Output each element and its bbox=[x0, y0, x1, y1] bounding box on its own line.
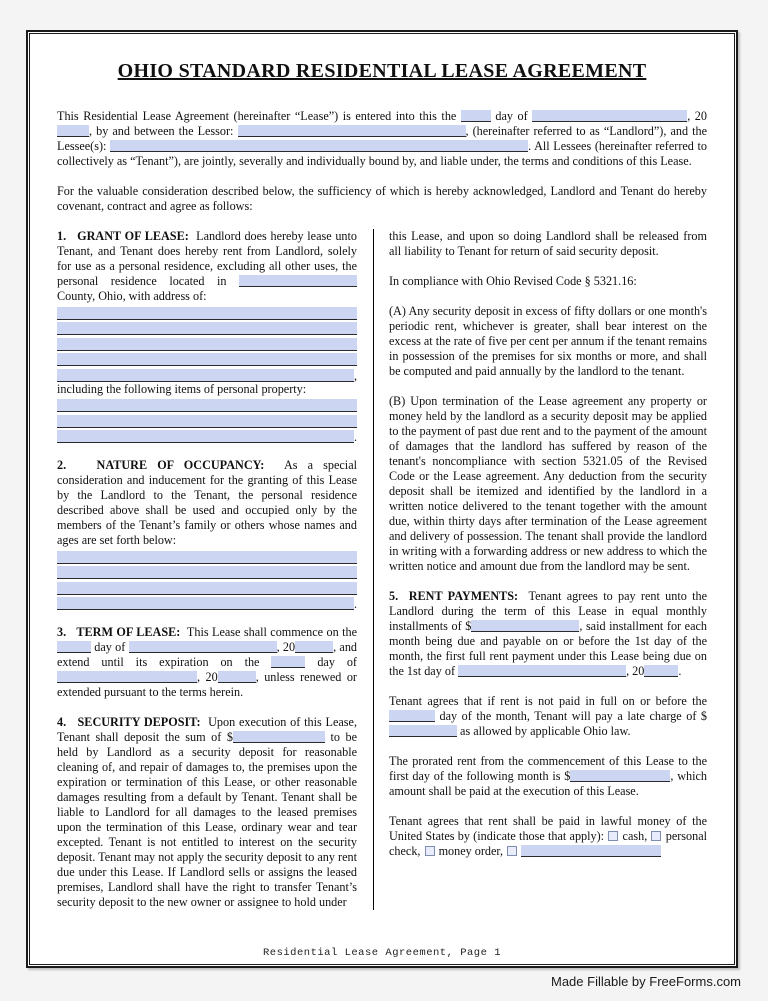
blank-line-row bbox=[57, 366, 357, 382]
expiration-day-field[interactable] bbox=[271, 656, 305, 668]
section-heading: 5. RENT PAYMENTS: bbox=[389, 589, 519, 603]
section-heading: 3. TERM OF LEASE: bbox=[57, 625, 181, 639]
monthly-installment-field[interactable] bbox=[471, 620, 579, 632]
blank-line-row bbox=[57, 397, 357, 413]
payment-method-paragraph: Tenant agrees that rent shall be paid in lawful money of the United States by (indicate those that apply): cash, personal check, money order, bbox=[389, 814, 708, 858]
section-heading: 1. GRANT OF LEASE: bbox=[57, 229, 189, 243]
security-deposit-amount-field[interactable] bbox=[233, 731, 325, 743]
commence-month-field[interactable] bbox=[129, 641, 277, 653]
blank-line-row bbox=[57, 351, 357, 367]
commence-year-field[interactable] bbox=[295, 641, 333, 653]
section-heading: 2. NATURE OF OCCUPANCY: bbox=[57, 458, 265, 472]
day-field[interactable] bbox=[461, 110, 491, 122]
line-end-punctuation: . bbox=[353, 597, 357, 611]
column-divider bbox=[373, 229, 374, 910]
right-column bbox=[389, 229, 707, 910]
line-end-punctuation: . bbox=[353, 430, 357, 444]
section-4-security-deposit: 4. SECURITY DEPOSIT: Upon execution of this Lease, Tenant shall deposit the sum of $ to be held by Landlord as a security deposit for reasonable cleaning of, and repair of damages to, the premises upon the expiration or termination of this Lease, or other reasonable damages resulting from a default by Tenant. Tenant shall be liable to Landlord for all damages to the leased premises upon the termination of this Lease, ordinary wear and tear excepted. Tenant is not entitled to interest on the security deposit. Tenant may not apply the security deposit to any rent due under this Lease. If Landlord sells or assigns the leased premises, Landlord shall have the right to transfer Tenant’s security deposit to the new owner or assignee to hold under bbox=[57, 715, 357, 909]
month-field[interactable] bbox=[532, 110, 687, 122]
expiration-year-field[interactable] bbox=[218, 671, 256, 683]
compliance-paragraph: In compliance with Ohio Revised Code § 5321.16: bbox=[389, 274, 637, 288]
address-line-field[interactable] bbox=[57, 307, 357, 320]
clause-a-paragraph: (A) Any security deposit in excess of fifty dollars or one month's periodic rent, whichever is greater, shall bear interest on the excess at the rate of five per cent per annum if the tenant remains in possession of the premises for six months or more, and shall be computed and paid annually by the landlord to the tenant. bbox=[389, 304, 707, 378]
security-deposit-continuation: this Lease, and upon so doing Landlord shall be released from all liability to Tenant for return of said security deposit. bbox=[389, 229, 707, 258]
personal-property-label: including the following items of personal property: bbox=[57, 381, 307, 396]
first-payment-year-field[interactable] bbox=[644, 665, 678, 677]
address-line-field[interactable] bbox=[57, 338, 357, 351]
occupant-lines bbox=[57, 548, 357, 610]
blank-line-row bbox=[57, 595, 357, 611]
address-line-field[interactable] bbox=[57, 353, 357, 366]
occupant-name-age-field[interactable] bbox=[57, 566, 357, 579]
late-day-field[interactable] bbox=[389, 710, 435, 722]
blank-line-row bbox=[57, 564, 357, 580]
address-line-field[interactable] bbox=[57, 322, 357, 335]
consideration-paragraph: For the valuable consideration described below, the sufficiency of which is hereby acknowledged, Landlord and Tenant do hereby covenant, contract and agree as follows: bbox=[57, 184, 707, 213]
intro-paragraph: This Residential Lease Agreement (hereinafter “Lease”) is entered into this the day of , 20, by and between the Lessor: , (hereinafter referred to as “Landlord”), and the Lessee(s): . All Lessees (hereinafter referred to collectively as “Tenant”), are jointly, severally and individually bound by, and liable under, the terms and conditions of this Lease. bbox=[57, 109, 708, 168]
section-heading: 4. SECURITY DEPOSIT: bbox=[57, 715, 201, 729]
lessor-name-field[interactable] bbox=[238, 125, 466, 137]
blank-line-row bbox=[57, 428, 357, 444]
checkbox-cash[interactable] bbox=[608, 831, 618, 841]
line-end-punctuation: , bbox=[353, 368, 357, 383]
lessee-names-field[interactable] bbox=[110, 140, 528, 152]
section-1-grant-of-lease: 1. GRANT OF LEASE: Landlord does hereby lease unto Tenant, and Tenant does hereby rent from Landlord, solely for use as a personal residence, excluding all other uses, the personal residence located in County, Ohio, with address of: bbox=[57, 229, 357, 303]
section-2-nature-of-occupancy: 2. NATURE OF OCCUPANCY: As a special consideration and inducement for the granting of this Lease by the Landlord to the Tenant, the personal residence described above shall be used and occupied only by the members of the Tenant’s family or others whose names and ages are set forth below: bbox=[57, 458, 357, 547]
commence-day-field[interactable] bbox=[57, 641, 91, 653]
blank-line-row bbox=[57, 304, 357, 320]
blank-line-row bbox=[57, 335, 357, 351]
clause-b-paragraph: (B) Upon termination of the Lease agreement any property or money held by the landlord as a security deposit may be applied to the payment of past due rent and to the payment of the amount of damages that the landlord has suffered by reason of the tenant's noncompliance with section 5321.05 of the Revised Code or the Lease agreement. Any deduction from the security deposit shall be itemized and identified by the landlord in a written notice delivered to the tenant together with the amount due, within thirty days after termination of the Lease agreement and delivery of possession. The tenant shall provide the landlord in writing with a forwarding address or new address to which the written notice and amount due from the landlord may be sent. bbox=[389, 394, 707, 573]
personal-property-field[interactable] bbox=[57, 430, 354, 443]
year-field[interactable] bbox=[57, 125, 89, 137]
personal-property-lines bbox=[57, 397, 357, 444]
document-page bbox=[26, 30, 738, 968]
blank-line-row bbox=[57, 320, 357, 336]
made-fillable-credit: Made Fillable by FreeForms.com bbox=[551, 974, 741, 989]
address-line-field[interactable] bbox=[57, 369, 354, 382]
late-charge-amount-field[interactable] bbox=[389, 725, 457, 737]
checkbox-money-order[interactable] bbox=[425, 846, 435, 856]
personal-property-field[interactable] bbox=[57, 399, 357, 412]
left-column bbox=[57, 229, 357, 910]
two-column-body bbox=[57, 229, 707, 910]
prorated-rent-field[interactable] bbox=[570, 770, 670, 782]
blank-line-row bbox=[57, 548, 357, 564]
section-5-rent-payments: 5. RENT PAYMENTS: Tenant agrees to pay rent unto the Landlord during the term of this Lease in equal monthly installments of $ , said installment for each month being due and payable on or before the 1st day of the month, the first full rent payment under this Lease being due on the 1st day of , 20 . bbox=[389, 589, 707, 678]
page-inner-border bbox=[29, 33, 735, 965]
prorated-rent-paragraph: The prorated rent from the commencement of this Lease to the first day of the following month is $ , which amount shall be paid at the execution of this Lease. bbox=[389, 754, 707, 798]
checkbox-personal-check[interactable] bbox=[651, 831, 661, 841]
first-payment-month-field[interactable] bbox=[458, 665, 626, 677]
expiration-month-field[interactable] bbox=[57, 671, 197, 683]
occupant-name-age-field[interactable] bbox=[57, 597, 354, 610]
personal-property-field[interactable] bbox=[57, 415, 357, 428]
late-charge-paragraph: Tenant agrees that if rent is not paid in full on or before the day of the month, Tenant will pay a late charge of $ as allowed by applicable Ohio law. bbox=[389, 694, 707, 738]
section-3-term-of-lease: 3. TERM OF LEASE: This Lease shall commence on the day of , 20 , and extend until its expiration on the day of , 20 , unless renewed or extended pursuant to the terms herein. bbox=[57, 625, 358, 699]
county-field[interactable] bbox=[239, 275, 357, 287]
occupant-name-age-field[interactable] bbox=[57, 551, 357, 564]
blank-line-row bbox=[57, 412, 357, 428]
occupant-name-age-field[interactable] bbox=[57, 582, 357, 595]
page-footer: Residential Lease Agreement, Page 1 bbox=[262, 947, 502, 959]
page-title: OHIO STANDARD RESIDENTIAL LEASE AGREEMENT bbox=[117, 60, 647, 82]
checkbox-other[interactable] bbox=[507, 846, 517, 856]
blank-line-row bbox=[57, 579, 357, 595]
address-lines bbox=[57, 304, 357, 382]
other-payment-method-field[interactable] bbox=[521, 845, 661, 857]
